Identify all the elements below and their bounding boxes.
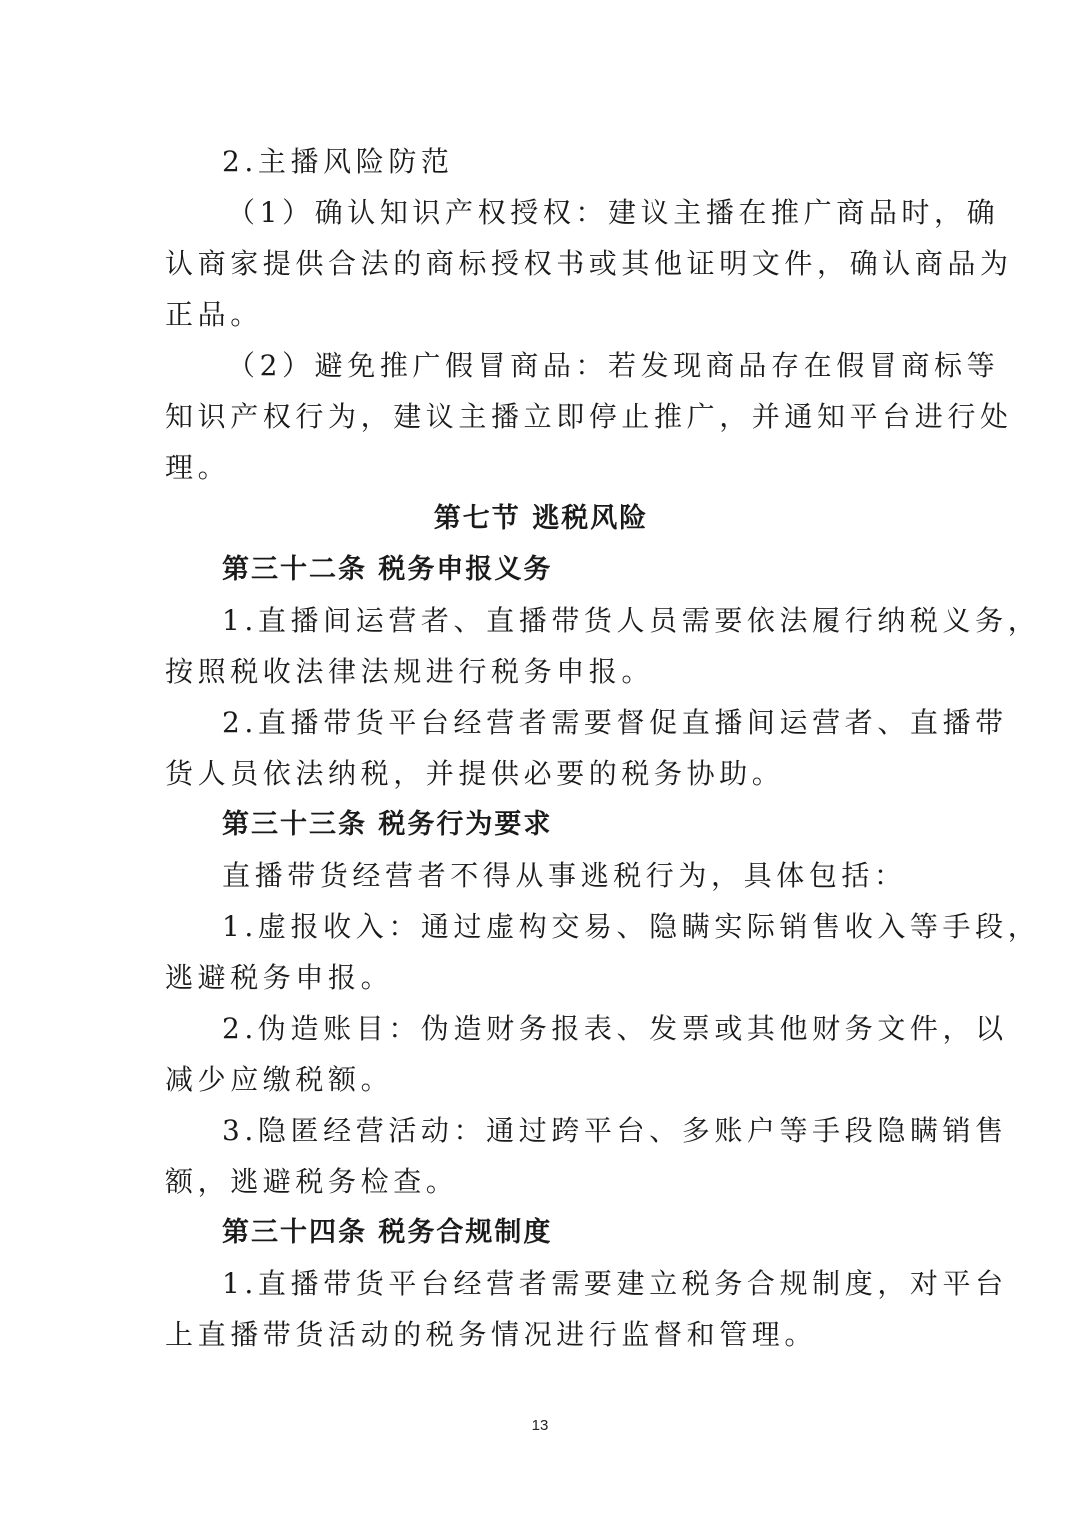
article-heading: 第三十四条 税务合规制度 <box>222 1217 553 1248</box>
paragraph-line: 3.隐匿经营活动：通过跨平台、多账户等手段隐瞒销售 <box>222 1114 1008 1147</box>
paragraph-line: 认商家提供合法的商标授权书或其他证明文件，确认商品为 <box>165 247 1013 280</box>
article-heading: 第三十三条 税务行为要求 <box>222 809 553 840</box>
paragraph-line: 1.虚报收入：通过虚构交易、隐瞒实际销售收入等手段， <box>222 910 1041 943</box>
paragraph-line: 1.直播间运营者、直播带货人员需要依法履行纳税义务， <box>222 604 1041 637</box>
paragraph-line: （1）确认知识产权授权：建议主播在推广商品时，确 <box>227 196 1000 229</box>
list-item-heading: 2.主播风险防范 <box>222 145 454 178</box>
paragraph-line: 减少应缴税额。 <box>165 1063 394 1096</box>
paragraph-line: 按照税收法律法规进行税务申报。 <box>165 655 655 688</box>
paragraph-line: 上直播带货活动的税务情况进行监督和管理。 <box>165 1318 818 1351</box>
paragraph-line: 货人员依法纳税，并提供必要的税务协助。 <box>165 757 785 790</box>
document-body <box>165 136 1041 1360</box>
paragraph-line: （2）避免推广假冒商品：若发现商品存在假冒商标等 <box>227 349 1000 382</box>
paragraph-line: 正品。 <box>165 298 263 331</box>
paragraph-line: 额，逃避税务检查。 <box>165 1165 459 1198</box>
paragraph-line: 逃避税务申报。 <box>165 961 394 994</box>
section-title: 第七节 逃税风险 <box>433 503 649 534</box>
paragraph-line: 知识产权行为，建议主播立即停止推广，并通知平台进行处 <box>165 400 1013 433</box>
paragraph-line: 2.伪造账目：伪造财务报表、发票或其他财务文件，以 <box>222 1012 1008 1045</box>
paragraph-line: 直播带货经营者不得从事逃税行为，具体包括： <box>222 859 907 892</box>
paragraph-line: 理。 <box>165 451 231 484</box>
paragraph-line: 2.直播带货平台经营者需要督促直播间运营者、直播带 <box>222 706 1008 739</box>
paragraph-line: 1.直播带货平台经营者需要建立税务合规制度，对平台 <box>222 1267 1008 1300</box>
article-heading: 第三十二条 税务申报义务 <box>222 554 553 585</box>
page-number: 13 <box>531 1417 549 1434</box>
